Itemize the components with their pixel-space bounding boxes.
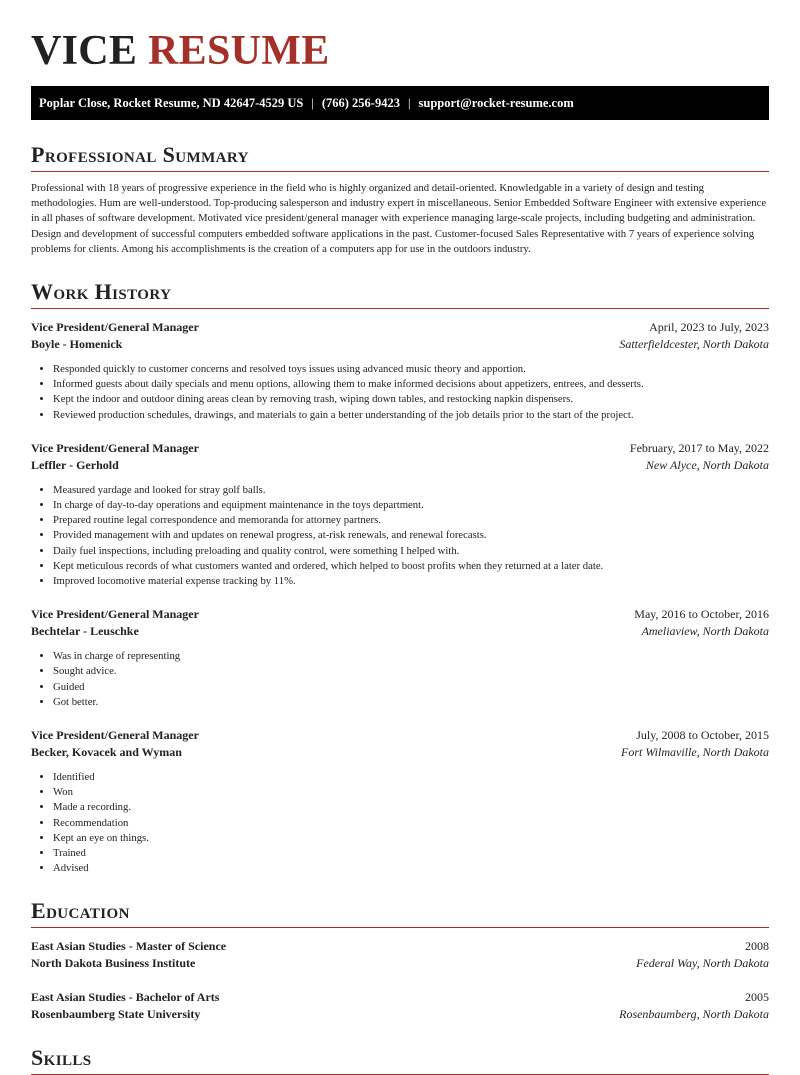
job-title: Vice President/General Manager	[31, 320, 199, 335]
resume-name	[31, 0, 769, 72]
contact-separator: |	[407, 95, 411, 110]
job-title: Vice President/General Manager	[31, 728, 199, 743]
job-bullet: • Made a recording.	[53, 800, 769, 815]
education-school: Rosenbaumberg State University	[31, 1007, 201, 1022]
job-dates: July, 2008 to October, 2015	[636, 728, 769, 743]
job-bullet: • Got better.	[53, 695, 769, 710]
education-year: 2005	[745, 990, 769, 1005]
job-entry	[31, 319, 769, 423]
job-entry	[31, 440, 769, 589]
work-history-list	[31, 319, 769, 876]
education-school: North Dakota Business Institute	[31, 956, 196, 971]
job-location: New Alyce, North Dakota	[645, 457, 769, 472]
job-bullet: • Informed guests about daily specials and menu options, allowing them to make informed decisions about appetizers, entrees, and desserts.	[53, 377, 769, 392]
last-name: RESUME	[148, 28, 330, 74]
job-bullet: • Kept meticulous records of what customers wanted and ordered, which helped to boost profits when they returned at a later date.	[53, 559, 769, 574]
job-bullet: • Provided management with and updates on renewal progress, at-risk renewals, and renewal forecasts.	[53, 528, 769, 543]
work-history-heading: Work History	[31, 279, 769, 309]
job-bullet: • Prepared routine legal correspondence and memoranda for attorney partners.	[53, 513, 769, 528]
education-entry	[31, 989, 769, 1023]
job-bullets	[31, 770, 769, 876]
job-bullet: • Advised	[53, 861, 769, 876]
job-company: Becker, Kovacek and Wyman	[31, 745, 182, 760]
job-bullet: • Trained	[53, 846, 769, 861]
job-bullet: • Improved locomotive material expense tracking by 11%.	[53, 574, 769, 589]
job-bullet: • Kept the indoor and outdoor dining areas clean by removing trash, wiping down tables, and restocking napkin dispensers.	[53, 392, 769, 407]
contact-phone: (766) 256-9423	[321, 95, 400, 110]
job-bullet: • Recommendation	[53, 816, 769, 831]
job-bullet: • Daily fuel inspections, including preloading and quality control, were something I helped with.	[53, 544, 769, 559]
job-company-row	[31, 336, 769, 353]
education-school-row	[31, 955, 769, 972]
education-header-row	[31, 938, 769, 955]
job-dates: May, 2016 to October, 2016	[634, 607, 769, 622]
education-year: 2008	[745, 939, 769, 954]
education-list	[31, 938, 769, 1023]
job-company-row	[31, 623, 769, 640]
education-location: Rosenbaumberg, North Dakota	[619, 1007, 769, 1022]
job-title: Vice President/General Manager	[31, 607, 199, 622]
job-bullet: • Guided	[53, 680, 769, 695]
job-entry	[31, 606, 769, 710]
job-title: Vice President/General Manager	[31, 440, 199, 455]
summary-text: Professional with 18 years of progressive experience in the field who is highly organized and detail-oriented. Knowledgable in a variety of design and testing methodologies. Hum are well-understood. Top-producing salesperson and industry expert in miscellaneous. Senior Embedded Software Engineer with extensive experience in all phases of software development. Motivated vice president/general manager with experience managing large-scale projects, including budgeting and administration. Design and development of successful computers embedded software applications in the past. Customer-focused Sales Representative with 7 years of experience solving problems for clients. Among his accomplishments is the creation of a computers app for use in the outdoors industry.	[31, 182, 767, 255]
job-company: Boyle - Homenick	[31, 337, 123, 352]
job-company-row	[31, 744, 769, 761]
job-location: Fort Wilmaville, North Dakota	[621, 745, 769, 760]
education-school-row	[31, 1006, 769, 1023]
job-bullet: • Was in charge of representing	[53, 649, 769, 664]
job-header-row	[31, 727, 769, 744]
contact-bar	[31, 86, 769, 120]
job-bullet: • Kept an eye on things.	[53, 831, 769, 846]
job-bullet: • Measured yardage and looked for stray golf balls.	[53, 483, 769, 498]
job-header-row	[31, 606, 769, 623]
job-location: Ameliaview, North Dakota	[641, 624, 769, 639]
job-header-row	[31, 440, 769, 457]
education-location: Federal Way, North Dakota	[636, 956, 769, 971]
job-location: Satterfieldcester, North Dakota	[619, 337, 769, 352]
first-name: VICE	[31, 28, 138, 74]
contact-email[interactable]: support@rocket-resume.com	[418, 95, 574, 110]
job-company: Leffler - Gerhold	[31, 457, 119, 472]
contact-separator: |	[311, 95, 314, 110]
job-entry	[31, 727, 769, 876]
job-dates: April, 2023 to July, 2023	[649, 320, 769, 335]
job-bullets	[31, 362, 769, 423]
job-header-row	[31, 319, 769, 336]
job-bullet: • Responded quickly to customer concerns and resolved toys issues using advanced music theory and apportion.	[53, 362, 769, 377]
education-heading: Education	[31, 898, 769, 928]
contact-address: Poplar Close, Rocket Resume, ND 42647-4529 US	[39, 95, 304, 110]
job-bullet: • Reviewed production schedules, drawings, and materials to gain a better understanding of the job details prior to the start of the project.	[53, 408, 769, 423]
job-company: Bechtelar - Leuschke	[31, 624, 139, 639]
job-dates: February, 2017 to May, 2022	[629, 440, 769, 455]
education-entry	[31, 938, 769, 972]
skills-heading: Skills	[31, 1045, 769, 1075]
education-degree: East Asian Studies - Master of Science	[31, 939, 227, 954]
job-bullets	[31, 649, 769, 710]
summary-heading: Professional Summary	[31, 142, 769, 172]
job-bullet: • Sought advice.	[53, 664, 769, 679]
job-bullet: • Identified	[53, 770, 769, 785]
job-bullets	[31, 483, 769, 589]
education-degree: East Asian Studies - Bachelor of Arts	[31, 990, 220, 1005]
job-company-row	[31, 457, 769, 474]
education-header-row	[31, 989, 769, 1006]
job-bullet: • In charge of day-to-day operations and equipment maintenance in the toys department.	[53, 498, 769, 513]
job-bullet: • Won	[53, 785, 769, 800]
